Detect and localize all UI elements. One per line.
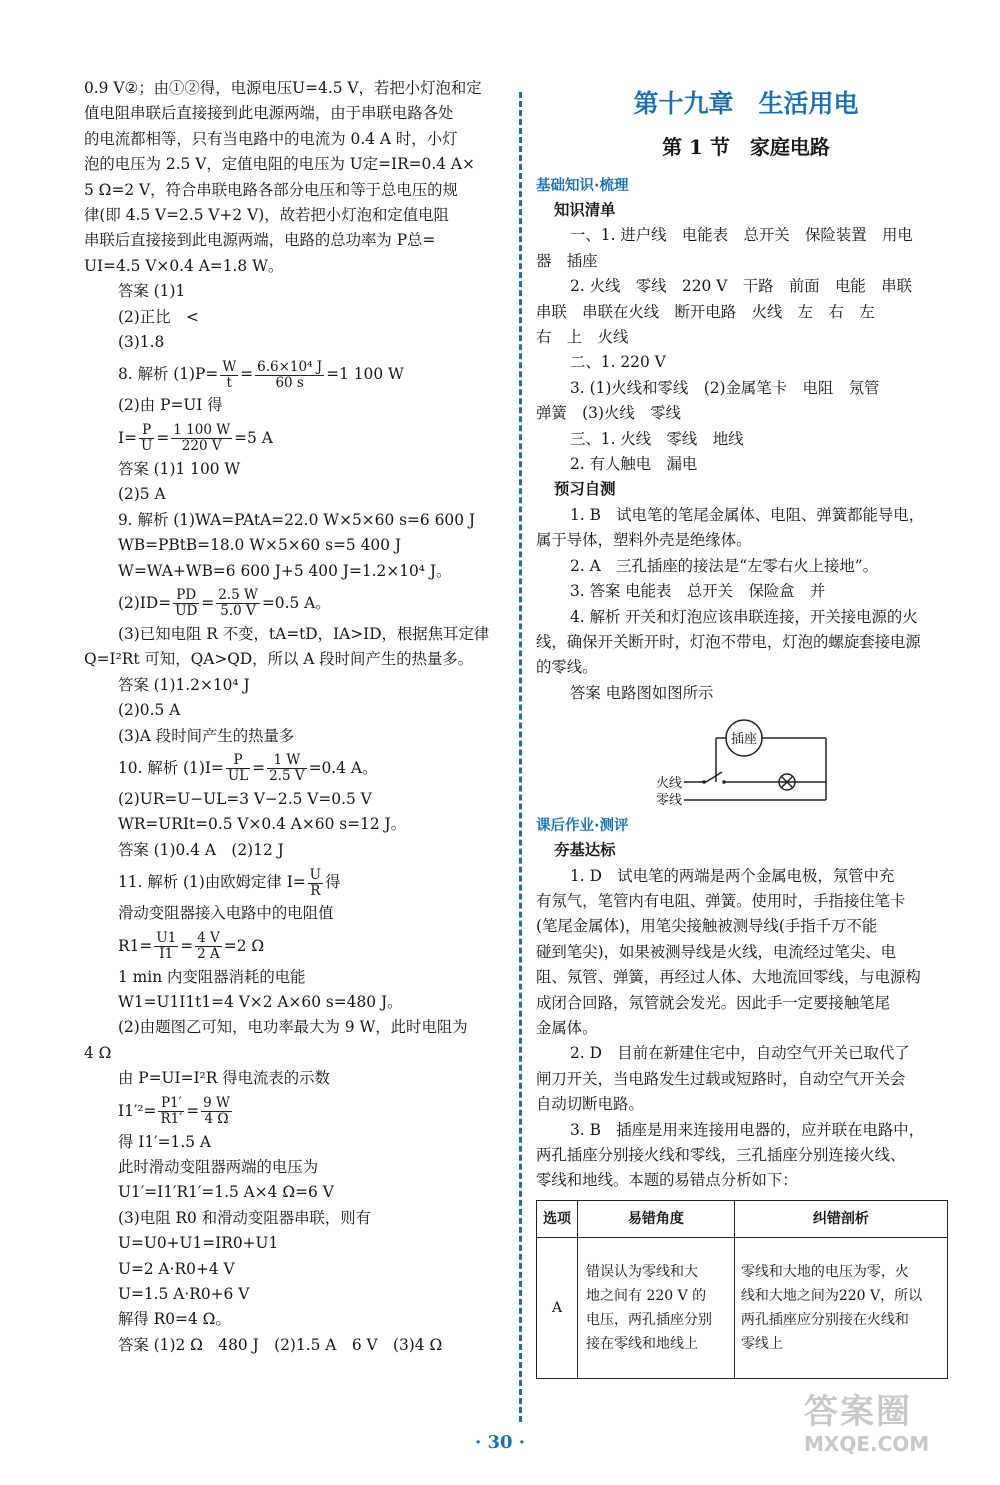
text-line: 的零线。 (536, 658, 598, 677)
fraction: $\frac{4 V}{2 A}$ (197, 930, 220, 963)
text-line: 5 Ω=2 V，符合串联电路各部分电压和等于总电压的规 (84, 180, 458, 199)
text-line: 3. B 插座是用来连接用电器的，应并联在电路中， (570, 1120, 925, 1139)
text-line: U=U0+U1=IR0+U1 (118, 1234, 279, 1253)
column-divider (519, 92, 522, 1422)
watermark (804, 1392, 974, 1456)
text-line: 成闭合回路，氖管就会发光。因此手一定要接触笔尾 (536, 993, 890, 1012)
table-cell-correction (734, 1237, 947, 1378)
cell-line: 两孔插座应分别接在火线和 (740, 1311, 909, 1328)
answer-line: 答案 (1)0.4 A (2)12 J (118, 840, 284, 859)
table-row (537, 1237, 948, 1378)
text-line: 2. A 三孔插座的接法是“左零右火上接地”。 (570, 556, 879, 575)
formula-line: (2)ID= $\frac{PD}{UD}$ = $\frac{2.5 W}{5.0 V}$ =0.5 A。 (118, 587, 331, 620)
text-line: 的电流都相等，只有当电路中的电流为 0.4 A 时，小灯 (84, 129, 458, 148)
circuit-diagram (536, 710, 956, 806)
answer-line: (2)5 A (118, 485, 166, 504)
cell-line: 接在零线和地线上 (586, 1335, 698, 1352)
text-line: 自动切断电路。 (536, 1095, 644, 1114)
text-line: 解得 R0=4 Ω。 (118, 1310, 231, 1329)
answer-line: 答案 (1)2 Ω 480 J (2)1.5 A 6 V (3)4 Ω (118, 1335, 443, 1354)
text-line: 三、1. 火线 零线 地线 (570, 429, 744, 448)
section-title: 第 1 节 家庭电路 (662, 135, 830, 159)
text-line: 有氖气，笔管内有电阻、弹簧。使用时，手指接住笔卡 (536, 891, 906, 910)
text-line: 滑动变阻器接入电路中的电阻值 (118, 904, 334, 923)
formula-line: 11. 解析 (1)由欧姆定律 I= $\frac{U}{R}$ 得 (118, 866, 341, 899)
text-line: U=1.5 A·R0+6 V (118, 1285, 250, 1304)
column-header: 易错角度 (578, 1200, 735, 1237)
answer-line: 答案 (1)1 (118, 282, 186, 301)
formula-line: I1′²= $\frac{P1'}{R1'}$ = $\frac{9 W}{4 \Omega}$ (118, 1095, 230, 1128)
fraction: $\frac{P}{UL}$ (227, 752, 249, 785)
text-line: (3)已知电阻 R 不变，tA=tD，IA>ID，根据焦耳定律 (118, 624, 490, 643)
text-line: Q=I²Rt 可知，QA>QD，所以 A 段时间产生的热量多。 (84, 650, 474, 669)
table-cell-option: A (537, 1237, 578, 1378)
text-line: (2)由 P=UI 得 (118, 396, 223, 415)
cell-line: 零线上 (740, 1335, 783, 1352)
section-tag: 课后作业·测评 (536, 818, 629, 835)
text-line: 2. 火线 零线 220 V 干路 前面 电能 串联 (570, 277, 912, 296)
answer-line: (3)A 段时间产生的热量多 (118, 726, 295, 745)
q7-continuation (84, 76, 506, 355)
cell-line: 错误认为零线和大 (586, 1263, 698, 1280)
text-line: (2)由题图乙可知，电功率最大为 9 W，此时电阻为 (118, 1018, 468, 1037)
text-line: 零线和地线。本题的易错点分析如下： (536, 1171, 798, 1190)
text-line: 2. 有人触电 漏电 (570, 455, 698, 474)
q10-solution (84, 749, 506, 863)
left-column (84, 76, 506, 1358)
text-line: 0.9 V②；由①②得，电源电压U=4.5 V，若把小灯泡和定 (84, 79, 482, 97)
text-line: 得 I1′=1.5 A (118, 1132, 212, 1151)
formula-line: I= $\frac{P}{U}$ = $\frac{1 100 W}{220 V}$ =5 A (118, 422, 273, 455)
column-header: 纠错剖析 (734, 1200, 947, 1237)
text-line: 值电阻串联后直接接到此电源两端，由于串联电路各处 (84, 104, 454, 123)
section-tag: 基础知识·梳理 (536, 178, 629, 194)
answer-line: 答案 (1)1.2×10⁴ J (118, 675, 250, 694)
text-line: 碰到笔尖)，如果被测导线是火线，电流经过笔尖、电 (536, 942, 896, 961)
live-wire-label: 火线 (655, 776, 682, 792)
text-line: 属于导体，塑料外壳是绝缘体。 (536, 531, 752, 550)
text-line: 串联后直接接到此电源两端，电路的总功率为 P总= (84, 231, 436, 250)
cell-line: 地之间有 220 V 的 (586, 1287, 707, 1304)
cell-line: 电压，两孔插座分别 (586, 1311, 712, 1328)
text-line: 器 插座 (536, 251, 598, 270)
fraction: $\frac{U1}{I1}$ (156, 930, 177, 963)
text-line: (笔尾金属体)，用笔尖接触被测导线(手指千万不能 (536, 917, 878, 936)
text-line: 一、1. 进户线 电能表 总开关 保险装置 用电 (570, 226, 913, 245)
page-number: · 30 · (474, 1432, 526, 1453)
answer-line: (3)1.8 (118, 333, 165, 352)
answer-line: 答案 (1)1 100 W (118, 459, 241, 478)
formula-line: R1= $\frac{U1}{I1}$ = $\frac{4 V}{2 A}$ =2 Ω (118, 930, 265, 963)
text-line: WB=PBtB=18.0 W×5×60 s=5 400 J (118, 536, 402, 555)
error-analysis-table (536, 1200, 948, 1379)
answer-line: (2)正比 < (118, 307, 199, 326)
text-line: (3)电阻 R0 和滑动变阻器串联，则有 (118, 1208, 372, 1227)
right-column (536, 76, 956, 1379)
text-line: 二、1. 220 V (570, 353, 666, 372)
text-line: UI=4.5 V×0.4 A=1.8 W。 (84, 256, 284, 275)
text-line: W=WA+WB=6 600 J+5 400 J=1.2×10⁴ J。 (118, 561, 452, 580)
fraction: $\frac{9 W}{4 \Omega}$ (203, 1095, 230, 1128)
fraction: $\frac{W}{t}$ (222, 358, 237, 391)
text-line: 1. D 试电笔的两端是两个金属电极，氖管中充 (570, 866, 895, 885)
cell-line: 零线和大地的电压为零，火 (740, 1263, 909, 1280)
text-line: 金属体。 (536, 1018, 598, 1037)
subheading: 夯基达标 (554, 841, 616, 860)
table-header-row (537, 1200, 948, 1237)
text-line: 4 Ω (84, 1043, 112, 1062)
text-line: W1=U1I1t1=4 V×2 A×60 s=480 J。 (118, 992, 403, 1011)
fraction: $\frac{1 W}{2.5 V}$ (269, 752, 305, 785)
text-line: 右 上 火线 (536, 328, 629, 347)
text-line: 2. D 目前在新建住宅中，自动空气开关已取代了 (570, 1044, 910, 1063)
text-line: 由 P=UI=I²R 得电流表的示数 (118, 1069, 330, 1088)
fraction: $\frac{P}{U}$ (140, 422, 153, 455)
text-line: 闸刀开关，当电路发生过载或短路时，自动空气开关会 (536, 1069, 906, 1088)
formula-line: 10. 解析 (1)I= $\frac{P}{UL}$ = $\frac{1 W}{2.5 V}$ =0.4 A。 (118, 752, 378, 785)
text-line: 线，确保开关断开时，灯泡不带电，灯泡的螺旋套接电源 (536, 632, 921, 651)
fraction: $\frac{P1'}{R1'}$ (160, 1095, 183, 1128)
text-line: 1. B 试电笔的笔尾金属体、电阻、弹簧都能导电， (570, 505, 925, 524)
text-line: WR=URIt=0.5 V×0.4 A×60 s=12 J。 (118, 815, 407, 834)
text-line: 两孔插座分别接火线和零线，三孔插座分别连接火线、 (536, 1146, 906, 1164)
circuit-svg (536, 710, 956, 806)
text-line: U1′=I1′R1′=1.5 A×4 Ω=6 V (118, 1183, 334, 1202)
subheading: 知识清单 (554, 201, 616, 219)
watermark-site: MXQE.COM (804, 1432, 930, 1456)
neutral-wire-label: 零线 (655, 793, 682, 807)
column-header: 选项 (537, 1200, 578, 1237)
chapter-title: 第十九章 生活用电 (633, 89, 859, 118)
text-line: 阻、氖管、弹簧，再经过人体、大地流回零线，与电源构 (536, 968, 921, 987)
fraction: $\frac{\text{6.6×10⁴ J}}{60 s}$ (257, 358, 323, 391)
formula-text: 8. 解析 (1)P= (118, 365, 219, 384)
text-line: 律(即 4.5 V=2.5 V+2 V)，故若把小灯泡和定值电阻 (84, 206, 449, 225)
text-line: 3. 答案 电能表 总开关 保险盒 并 (570, 582, 826, 601)
text-line: U=2 A·R0+4 V (118, 1259, 235, 1278)
text-line: (2)UR=U−UL=3 V−2.5 V=0.5 V (118, 789, 372, 808)
socket-label: 插座 (730, 732, 758, 748)
q8-solution (84, 355, 506, 507)
formula-line: 8. 解析 (1)P= $\frac{W}{t}$ = $\frac{\text{6.6×10⁴ J}}{60 s}$ =1 100 W (118, 358, 404, 391)
text-line: 此时滑动变阻器两端的电压为 (118, 1158, 319, 1176)
text-line: 1 min 内变阻器消耗的电能 (118, 967, 306, 986)
q9-solution (84, 508, 506, 749)
text-line: 串联 串联在火线 断开电路 火线 左 右 左 (536, 302, 875, 321)
q11-solution (84, 863, 506, 1358)
answer-line: (2)0.5 A (118, 701, 181, 720)
fraction: $\frac{U}{R}$ (309, 866, 322, 899)
text-line: 弹簧 (3)火线 零线 (536, 404, 681, 423)
answer-line: 答案 电路图如图所示 (570, 683, 714, 702)
cell-line: 线和大地之间为220 V，所以 (740, 1287, 923, 1304)
text-line: 9. 解析 (1)WA=PAtA=22.0 W×5×60 s=6 600 J (118, 510, 476, 529)
fraction: $\frac{PD}{UD}$ (175, 587, 198, 620)
text-line: 4. 解析 开关和灯泡应该串联连接，开关接电源的火 (570, 607, 918, 626)
text-line: 泡的电压为 2.5 V，定值电阻的电压为 U定=IR=0.4 A× (84, 155, 475, 174)
fraction: $\frac{2.5 W}{5.0 V}$ (218, 587, 258, 620)
fraction: $\frac{1 100 W}{220 V}$ (173, 422, 231, 455)
watermark-logo: 答案圈 (804, 1392, 912, 1432)
table-cell-error (578, 1237, 735, 1378)
text-line: 3. (1)火线和零线 (2)金属笔卡 电阻 氖管 (570, 378, 880, 397)
subheading: 预习自测 (554, 480, 616, 499)
